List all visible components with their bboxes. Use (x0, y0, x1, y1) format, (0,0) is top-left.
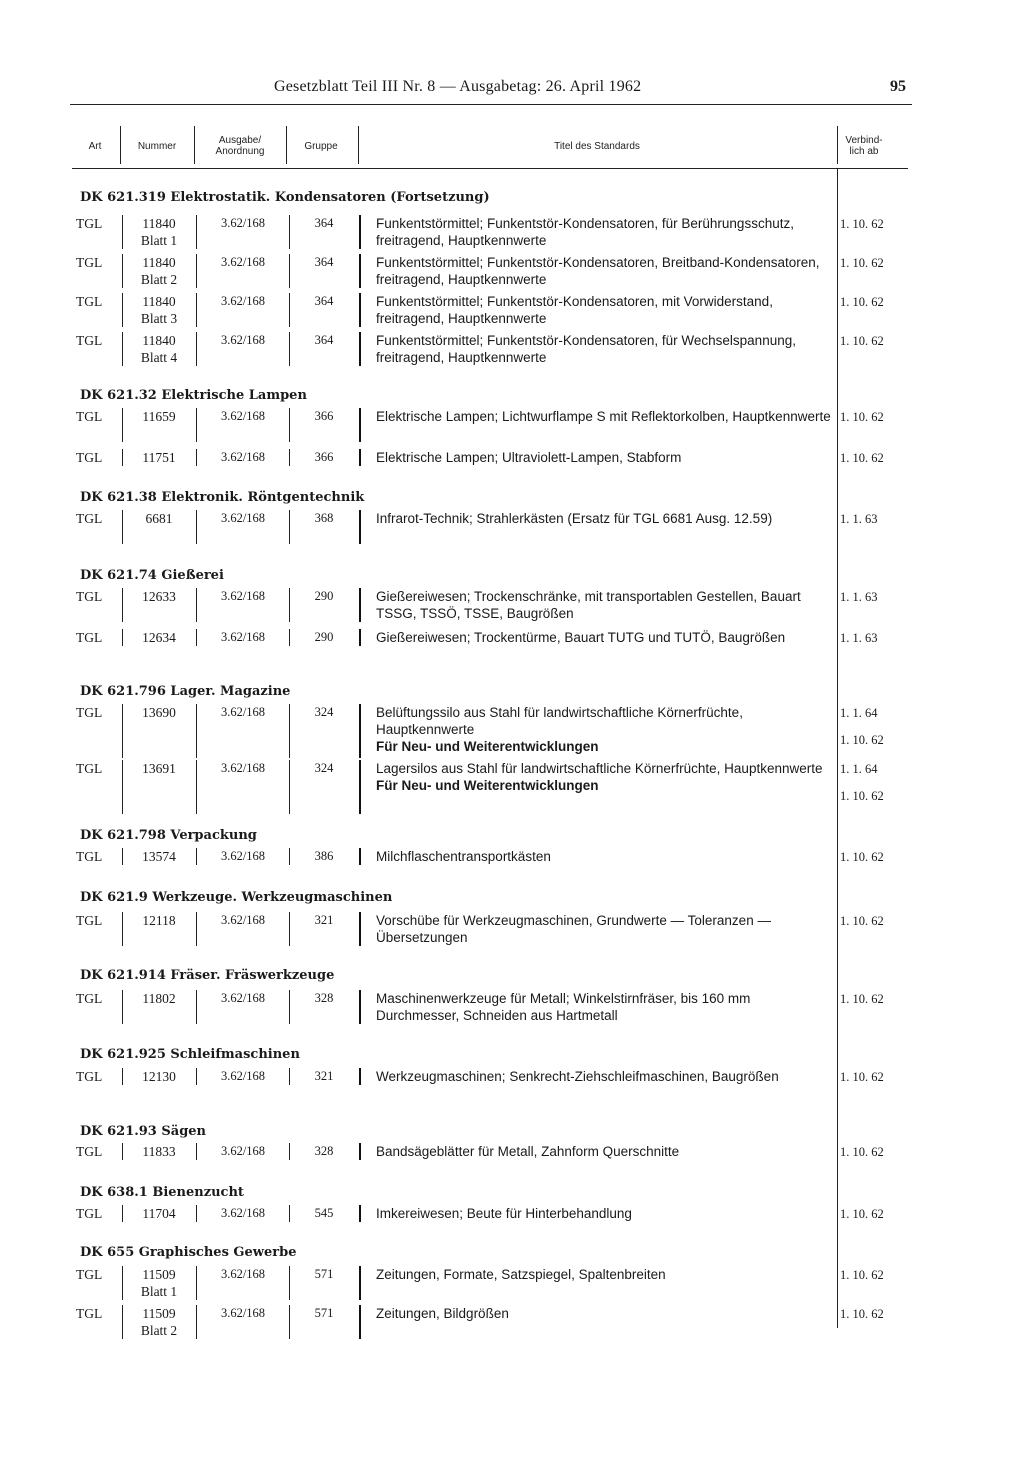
group-heading: DK 621.32 Elektrische Lampen (80, 388, 307, 403)
column-rule (359, 332, 361, 366)
column-rule (359, 510, 361, 544)
column-rule (196, 1068, 197, 1085)
cell-art: TGL (76, 1069, 103, 1084)
titel-text: Funkentstörmittel; Funkentstör-Kondensatoren, Breitband-Kondensatoren, freitragend, Hauptkennwerte (376, 255, 820, 287)
verbindlich-value: 1. 10. 62 (840, 1307, 884, 1321)
column-rule (196, 1305, 197, 1339)
verbindlich-value: 1. 1. 64 (840, 762, 878, 776)
cell-nummer (126, 449, 192, 466)
verbindlich-value: 1. 10. 62 (840, 914, 884, 928)
blatt-value: Blatt 3 (140, 311, 178, 326)
nummer-value: 11509 (142, 1267, 176, 1282)
column-rule (289, 215, 290, 249)
column-rule (122, 704, 123, 758)
cell-nummer (126, 1068, 192, 1085)
column-rule (122, 760, 123, 814)
cell-ausgabe: 3.62/168 (220, 1144, 266, 1158)
titel-text: Werkzeugmaschinen; Senkrecht-Ziehschleifmaschinen, Baugrößen (376, 1069, 779, 1084)
cell-gruppe: 571 (314, 1306, 334, 1320)
nummer-value: 11751 (142, 450, 176, 465)
group-heading: DK 655 Graphisches Gewerbe (80, 1245, 297, 1260)
cell-titel (376, 1266, 836, 1283)
column-rule (289, 1068, 290, 1085)
verbindlich-value: 1. 10. 62 (840, 295, 884, 309)
cell-art: TGL (76, 589, 103, 604)
column-rule (289, 990, 290, 1024)
cell-ausgabe: 3.62/168 (220, 1267, 266, 1281)
column-rule (122, 912, 123, 946)
blatt-value: Blatt 1 (140, 1284, 178, 1299)
cell-gruppe: 324 (314, 761, 334, 775)
nummer-value: 11833 (142, 1144, 176, 1159)
cell-titel (376, 912, 836, 946)
cell-verbindlich (840, 702, 914, 752)
titel-text: Funkentstörmittel; Funkentstör-Kondensatoren, mit Vorwiderstand, freitragend, Hauptkennwerte (376, 294, 773, 326)
cell-gruppe: 321 (314, 913, 334, 927)
column-rule (289, 254, 290, 288)
cell-art: TGL (76, 1267, 103, 1282)
titel-text: Bandsägeblätter für Metall, Zahnform Querschnitte (376, 1144, 680, 1159)
cell-titel (376, 990, 836, 1024)
verbindlich-value: 1. 1. 64 (840, 706, 878, 720)
nummer-value: 13690 (142, 705, 176, 720)
verbindlich-value: 1. 10. 62 (840, 850, 884, 864)
column-rule (359, 215, 361, 249)
cell-titel (376, 1143, 836, 1160)
cell-ausgabe: 3.62/168 (220, 705, 266, 719)
cell-verbindlich (840, 1264, 914, 1287)
page-number: 95 (890, 78, 906, 95)
cell-gruppe: 366 (314, 450, 334, 464)
titel-text: Maschinenwerkzeuge für Metall; Winkelstirnfräser, bis 160 mm Durchmesser, Schneiden aus Hartmetall (376, 991, 751, 1023)
nummer-value: 6681 (145, 511, 173, 526)
column-rule (359, 1305, 361, 1339)
cell-gruppe: 290 (314, 630, 334, 644)
cell-verbindlich (840, 330, 914, 353)
column-rule (196, 510, 197, 544)
cell-ausgabe: 3.62/168 (220, 255, 266, 269)
column-rule (289, 510, 290, 544)
cell-art: TGL (76, 450, 103, 465)
column-rule (289, 449, 290, 466)
titel-text: Gießereiwesen; Trockentürme, Bauart TUTG und TUTÖ, Baugrößen (376, 630, 786, 645)
column-rule (196, 1205, 197, 1222)
column-rule (196, 848, 197, 865)
cell-art: TGL (76, 255, 103, 270)
cell-titel (376, 254, 836, 288)
column-rule (122, 990, 123, 1024)
column-rule (122, 510, 123, 544)
column-rule (196, 1143, 197, 1160)
verbindlich-value: 1. 1. 63 (840, 590, 878, 604)
nummer-value: 11840 (142, 333, 176, 348)
cell-verbindlich (840, 627, 914, 650)
group-heading: DK 638.1 Bienenzucht (80, 1185, 244, 1200)
titel-text: Funkentstörmittel; Funkentstör-Kondensatoren, für Wechselspannung, freitragend, Hauptkennwerte (376, 333, 796, 365)
column-rule (122, 1266, 123, 1300)
nummer-value: 11659 (142, 409, 176, 424)
cell-titel (376, 1068, 836, 1085)
column-rule (359, 760, 361, 814)
column-rule (289, 332, 290, 366)
nummer-value: 12118 (142, 913, 176, 928)
column-rule (359, 1266, 361, 1300)
cell-art: TGL (76, 761, 103, 776)
verbindlich-value: 1. 10. 62 (840, 1268, 884, 1282)
group-heading: DK 621.796 Lager. Magazine (80, 684, 291, 699)
cell-titel (376, 704, 836, 755)
cell-nummer (126, 848, 192, 865)
column-rule (122, 848, 123, 865)
cell-ausgabe: 3.62/168 (220, 1306, 266, 1320)
cell-titel (376, 760, 836, 794)
cell-gruppe: 571 (314, 1267, 334, 1281)
cell-art: TGL (76, 294, 103, 309)
blatt-value: Blatt 2 (140, 1323, 178, 1338)
nummer-value: 11840 (142, 255, 176, 270)
column-rule (359, 1143, 361, 1160)
column-rule (196, 760, 197, 814)
cell-ausgabe: 3.62/168 (220, 333, 266, 347)
cell-nummer (126, 293, 192, 327)
cell-verbindlich (840, 988, 914, 1011)
column-rule (359, 408, 361, 442)
cell-gruppe: 324 (314, 705, 334, 719)
cell-titel (376, 510, 836, 527)
cell-verbindlich (840, 1203, 914, 1226)
cell-art: TGL (76, 1206, 103, 1221)
cell-ausgabe: 3.62/168 (220, 1206, 266, 1220)
cell-verbindlich (840, 252, 914, 275)
cell-ausgabe: 3.62/168 (220, 849, 266, 863)
column-rule (196, 990, 197, 1024)
titel-text: Vorschübe für Werkzeugmaschinen, Grundwerte — Toleranzen — Übersetzungen (376, 913, 771, 945)
column-rule (359, 912, 361, 946)
cell-gruppe: 545 (314, 1206, 334, 1220)
titel-text: Gießereiwesen; Trockenschränke, mit transportablen Gestellen, Bauart TSSG, TSSÖ, TSSE, Baugrößen (376, 589, 801, 621)
column-rule (289, 704, 290, 758)
column-rule (196, 1266, 197, 1300)
column-rule (122, 588, 123, 622)
column-rule (122, 1205, 123, 1222)
column-rule (289, 1266, 290, 1300)
cell-verbindlich (840, 846, 914, 869)
column-rule (122, 1305, 123, 1339)
column-rule (289, 629, 290, 646)
column-rule (359, 990, 361, 1024)
column-rule (359, 629, 361, 646)
nummer-value: 12130 (142, 1069, 176, 1084)
column-rule (359, 254, 361, 288)
cell-ausgabe: 3.62/168 (220, 1069, 266, 1083)
column-rule (196, 254, 197, 288)
cell-gruppe: 328 (314, 991, 334, 1005)
col-titel: Titel des Standards (554, 140, 640, 152)
cell-gruppe: 328 (314, 1144, 334, 1158)
group-heading: DK 621.9 Werkzeuge. Werkzeugmaschinen (80, 890, 393, 905)
group-heading: DK 621.914 Fräser. Fräswerkzeuge (80, 968, 335, 983)
verbindlich-value: 1. 1. 63 (840, 512, 878, 526)
col-gruppe: Gruppe (304, 140, 338, 152)
verbindlich-value: 1. 10. 62 (840, 256, 884, 270)
cell-ausgabe: 3.62/168 (220, 216, 266, 230)
column-rule (289, 760, 290, 814)
cell-nummer (126, 1266, 192, 1300)
titel-text: Infrarot-Technik; Strahlerkästen (Ersatz für TGL 6681 Ausg. 12.59) (376, 511, 773, 526)
cell-nummer (126, 510, 192, 527)
cell-ausgabe: 3.62/168 (220, 761, 266, 775)
cell-gruppe: 364 (314, 255, 334, 269)
group-heading: DK 621.93 Sägen (80, 1124, 207, 1139)
column-rule (122, 1143, 123, 1160)
column-rule (359, 704, 361, 758)
column-rule (122, 408, 123, 442)
cell-nummer (126, 629, 192, 646)
cell-gruppe: 386 (314, 849, 334, 863)
cell-titel (376, 629, 836, 646)
verbindlich-value: 1. 10. 62 (840, 1070, 884, 1084)
cell-gruppe: 364 (314, 216, 334, 230)
cell-nummer (126, 912, 192, 929)
titel-text: Imkereiwesen; Beute für Hinterbehandlung (376, 1206, 632, 1221)
column-rule (359, 1205, 361, 1222)
titel-text: Lagersilos aus Stahl für landwirtschaftliche Körnerfrüchte, Hauptkennwerte (376, 761, 823, 776)
cell-titel (376, 1305, 836, 1322)
titel-text: Belüftungssilo aus Stahl für landwirtschaftliche Körnerfrüchte, Hauptkennwerte (376, 705, 743, 737)
cell-gruppe: 366 (314, 409, 334, 423)
column-rule (359, 588, 361, 622)
cell-art: TGL (76, 511, 103, 526)
column-rule (196, 215, 197, 249)
cell-ausgabe: 3.62/168 (220, 294, 266, 308)
col-verbindlich: Verbind- lich ab (845, 135, 883, 157)
cell-art: TGL (76, 333, 103, 348)
cell-verbindlich (840, 291, 914, 314)
nummer-value: 11704 (142, 1206, 176, 1221)
column-rule (196, 449, 197, 466)
cell-nummer (126, 588, 192, 605)
cell-ausgabe: 3.62/168 (220, 409, 266, 423)
column-rule (122, 629, 123, 646)
blatt-value: Blatt 1 (140, 233, 178, 248)
titel-text: Milchflaschentransportkästen (376, 849, 551, 864)
column-rule (289, 1305, 290, 1339)
cell-art: TGL (76, 991, 103, 1006)
cell-verbindlich (840, 1303, 914, 1326)
column-rule (289, 1205, 290, 1222)
titel-note: Für Neu- und Weiterentwicklungen (376, 739, 599, 754)
col-ausgabe: Ausgabe/ Anordnung (215, 135, 265, 157)
column-rule (196, 293, 197, 327)
titel-note: Für Neu- und Weiterentwicklungen (376, 778, 599, 793)
cell-nummer (126, 408, 192, 425)
verbindlich-value: 1. 10. 62 (840, 789, 884, 803)
cell-ausgabe: 3.62/168 (220, 913, 266, 927)
verbindlich-value: 1. 10. 62 (840, 733, 884, 747)
nummer-value: 11840 (142, 294, 176, 309)
column-rule (359, 293, 361, 327)
cell-verbindlich (840, 213, 914, 236)
column-rule (289, 293, 290, 327)
cell-nummer (126, 1205, 192, 1222)
cell-ausgabe: 3.62/168 (220, 511, 266, 525)
cell-art: TGL (76, 1144, 103, 1159)
column-rule (289, 408, 290, 442)
column-rule (196, 629, 197, 646)
col-nummer: Nummer (137, 140, 177, 152)
titel-text: Elektrische Lampen; Lichtwurflampe S mit Reflektorkolben, Hauptkennwerte (376, 409, 831, 424)
column-rule (196, 912, 197, 946)
column-rule (196, 332, 197, 366)
column-rule (122, 1068, 123, 1085)
cell-art: TGL (76, 849, 103, 864)
verbindlich-value: 1. 10. 62 (840, 334, 884, 348)
column-rule (289, 588, 290, 622)
cell-verbindlich (840, 910, 914, 933)
cell-titel (376, 1205, 836, 1222)
cell-gruppe: 290 (314, 589, 334, 603)
cell-verbindlich (840, 447, 914, 470)
column-rule (196, 704, 197, 758)
cell-verbindlich (840, 586, 914, 609)
nummer-value: 11509 (142, 1306, 176, 1321)
nummer-value: 11840 (142, 216, 176, 231)
column-rule (196, 588, 197, 622)
cell-nummer (126, 704, 192, 721)
verbindlich-value: 1. 10. 62 (840, 992, 884, 1006)
cell-art: TGL (76, 913, 103, 928)
column-rule (289, 1143, 290, 1160)
cell-verbindlich (840, 758, 914, 808)
cell-art: TGL (76, 216, 103, 231)
column-rule (122, 332, 123, 366)
column-rule (359, 848, 361, 865)
cell-ausgabe: 3.62/168 (220, 991, 266, 1005)
blatt-value: Blatt 4 (140, 350, 178, 365)
column-rule (289, 848, 290, 865)
cell-nummer (126, 1305, 192, 1339)
column-rule (122, 449, 123, 466)
titel-text: Elektrische Lampen; Ultraviolett-Lampen, Stabform (376, 450, 682, 465)
cell-gruppe: 368 (314, 511, 334, 525)
nummer-value: 13574 (142, 849, 176, 864)
cell-titel (376, 293, 836, 327)
cell-gruppe: 321 (314, 1069, 334, 1083)
cell-ausgabe: 3.62/168 (220, 450, 266, 464)
column-rule (122, 215, 123, 249)
cell-titel (376, 848, 836, 865)
titel-text: Funkentstörmittel; Funkentstör-Kondensatoren, für Berührungsschutz, freitragend, Hauptkennwerte (376, 216, 794, 248)
column-rule (359, 1068, 361, 1085)
cell-verbindlich (840, 508, 914, 531)
group-heading: DK 621.38 Elektronik. Röntgentechnik (80, 490, 365, 505)
cell-verbindlich (840, 406, 914, 429)
titel-text: Zeitungen, Formate, Satzspiegel, Spaltenbreiten (376, 1267, 666, 1282)
column-rule (359, 449, 361, 466)
cell-nummer (126, 760, 192, 777)
cell-ausgabe: 3.62/168 (220, 630, 266, 644)
header-title: Gesetzblatt Teil III Nr. 8 — Ausgabetag: 26. April 1962 (274, 78, 642, 95)
verbindlich-value: 1. 10. 62 (840, 1145, 884, 1159)
cell-art: TGL (76, 409, 103, 424)
cell-nummer (126, 332, 192, 366)
verbindlich-value: 1. 10. 62 (840, 1207, 884, 1221)
group-heading: DK 621.925 Schleifmaschinen (80, 1047, 300, 1062)
cell-titel (376, 408, 836, 425)
cell-nummer (126, 215, 192, 249)
verbindlich-value: 1. 10. 62 (840, 451, 884, 465)
group-heading: DK 621.319 Elektrostatik. Kondensatoren (Fortsetzung) (80, 190, 490, 205)
cell-titel (376, 215, 836, 249)
nummer-value: 12633 (142, 589, 176, 604)
cell-verbindlich (840, 1141, 914, 1164)
titel-text: Zeitungen, Bildgrößen (376, 1306, 509, 1321)
cell-titel (376, 449, 836, 466)
cell-art: TGL (76, 630, 103, 645)
cell-titel (376, 332, 836, 366)
cell-art: TGL (76, 705, 103, 720)
cell-gruppe: 364 (314, 333, 334, 347)
nummer-value: 13691 (142, 761, 176, 776)
nummer-value: 12634 (142, 630, 176, 645)
nummer-value: 11802 (142, 991, 176, 1006)
group-heading: DK 621.74 Gießerei (80, 568, 224, 583)
cell-nummer (126, 254, 192, 288)
cell-gruppe: 364 (314, 294, 334, 308)
blatt-value: Blatt 2 (140, 272, 178, 287)
cell-art: TGL (76, 1306, 103, 1321)
cell-verbindlich (840, 1066, 914, 1089)
column-rule (196, 408, 197, 442)
group-heading: DK 621.798 Verpackung (80, 828, 257, 843)
column-rule (289, 912, 290, 946)
column-rule (122, 293, 123, 327)
column-rule (122, 254, 123, 288)
verbindlich-value: 1. 10. 62 (840, 217, 884, 231)
col-art: Art (88, 140, 102, 152)
cell-ausgabe: 3.62/168 (220, 589, 266, 603)
cell-nummer (126, 990, 192, 1007)
verbindlich-value: 1. 1. 63 (840, 631, 878, 645)
cell-nummer (126, 1143, 192, 1160)
cell-titel (376, 588, 836, 622)
verbindlich-value: 1. 10. 62 (840, 410, 884, 424)
